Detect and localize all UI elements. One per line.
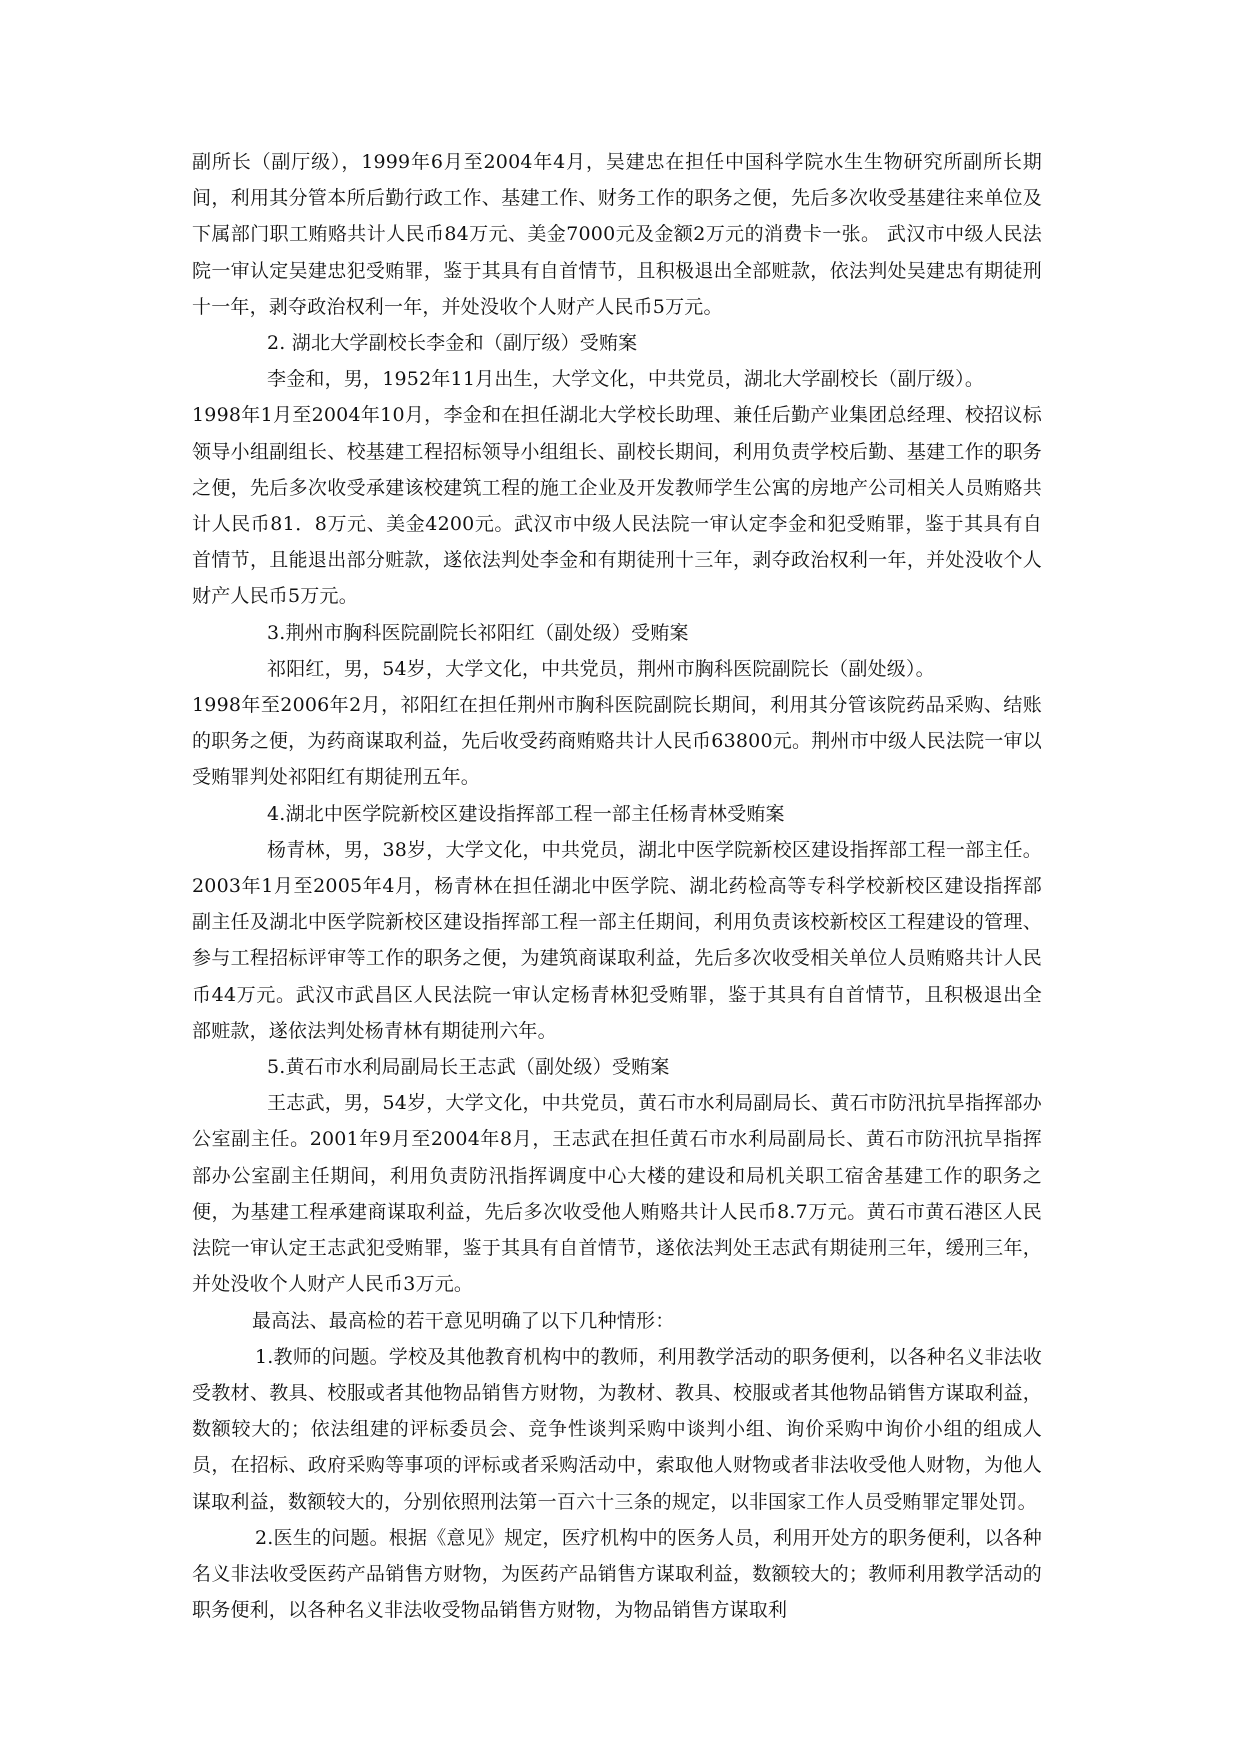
paragraph-opinions-intro: 最高法、最高检的若干意见明确了以下几种情形： (252, 1309, 675, 1332)
paragraph-qi-yanghong-details: 1998年至2006年2月，祁阳红在担任荆州市胸科医院副院长期间，利用其分管该院药品采购、结账的职务之便，为药商谋取利益，先后收受药商贿赂共计人民币63800元。荆州市中级人民法院一审以受贿罪判处祁阳红有期徒刑五年。 (192, 694, 1042, 789)
heading-case-5: 5.黄石市水利局副局长王志武（副处级）受贿案 (267, 1056, 670, 1079)
paragraph-doctor-issue: 2.医生的问题。根据《意见》规定，医疗机构中的医务人员，利用开处方的职务便利，以各种名义非法收受医药产品销售方财物，为医药产品销售方谋取利益，数额较大的；教师利用教学活动的职务便利，以各种名义非法收受物品销售方财物，为物品销售方谋取利 (192, 1526, 1042, 1622)
document-page (192, 144, 1042, 1628)
heading-case-3: 3.荆州市胸科医院副院长祁阳红（副处级）受贿案 (267, 621, 689, 644)
paragraph-wang-zhiwu-case: 王志武，男，54岁，大学文化，中共党员，黄石市水利局副局长、黄石市防汛抗旱指挥部办公室副主任。2001年9月至2004年8月，王志武在担任黄石市水利局副局长、黄石市防汛抗旱指挥部办公室副主任期间，利用负责防汛指挥调度中心大楼的建设和局机关职工宿舍基建工作的职务之便，为基建工程承建商谋取利益，先后多次收受他人贿赂共计人民币8.7万元。黄石市黄石港区人民法院一审认定王志武犯受贿罪，鉴于其具有自首情节，遂依法判处王志武有期徒刑三年，缓刑三年，并处没收个人财产人民币3万元。 (192, 1092, 1042, 1296)
paragraph-qi-yanghong-intro: 祁阳红，男，54岁，大学文化，中共党员，荆州市胸科医院副院长（副处级）。 (267, 657, 935, 680)
paragraph-wu-jianzhong-case-end: 副所长（副厅级），1999年6月至2004年4月，吴建忠在担任中国科学院水生生物研究所副所长期间，利用其分管本所后勤行政工作、基建工作、财务工作的职务之便，先后多次收受基建往来单位及下属部门职工贿赂共计人民币84万元、美金7000元及金额2万元的消费卡一张。 武汉市中级人民法院一审认定吴建忠犯受贿罪，鉴于其具有自首情节，且积极退出全部赃款，依法判处吴建忠有期徒刑十一年，剥夺政治权利一年，并处没收个人财产人民币5万元。 (192, 151, 1042, 318)
heading-case-2: 2. 湖北大学副校长李金和（副厅级）受贿案 (267, 332, 638, 355)
paragraph-li-jinhe-intro: 李金和，男，1952年11月出生，大学文化，中共党员，湖北大学副校长（副厅级）。 (267, 368, 985, 391)
paragraph-li-jinhe-details: 1998年1月至2004年10月，李金和在担任湖北大学校长助理、兼任后勤产业集团总经理、校招议标领导小组副组长、校基建工程招标领导小组组长、副校长期间，利用负责学校后勤、基建工作的职务之便，先后多次收受承建该校建筑工程的施工企业及开发教师学生公寓的房地产公司相关人员贿赂共计人民币81．8万元、美金4200元。武汉市中级人民法院一审认定李金和犯受贿罪，鉴于其具有自首情节，且能退出部分赃款，遂依法判处李金和有期徒刑十三年，剥夺政治权利一年，并处没收个人财产人民币5万元。 (192, 404, 1042, 608)
paragraph-yang-qinglin-case: 杨青林，男，38岁，大学文化，中共党员，湖北中医学院新校区建设指挥部工程一部主任。2003年1月至2005年4月，杨青林在担任湖北中医学院、湖北药检高等专科学校新校区建设指挥部副主任及湖北中医学院新校区建设指挥部工程一部主任期间，利用负责该校新校区工程建设的管理、参与工程招标评审等工作的职务之便，为建筑商谋取利益，先后多次收受相关单位人员贿赂共计人民币44万元。武汉市武昌区人民法院一审认定杨青林犯受贿罪，鉴于其具有自首情节，且积极退出全部赃款，遂依法判处杨青林有期徒刑六年。 (192, 838, 1042, 1042)
paragraph-teacher-issue: 1.教师的问题。学校及其他教育机构中的教师，利用教学活动的职务便利，以各种名义非法收受教材、教具、校服或者其他物品销售方财物，为教材、教具、校服或者其他物品销售方谋取利益，数额较大的；依法组建的评标委员会、竞争性谈判采购中谈判小组、询价采购中询价小组的组成人员，在招标、政府采购等事项的评标或者采购活动中，索取他人财物或者非法收受他人财物，为他人谋取利益，数额较大的，分别依照刑法第一百六十三条的规定，以非国家工作人员受贿罪定罪处罚。 (192, 1345, 1042, 1513)
heading-case-4: 4.湖北中医学院新校区建设指挥部工程一部主任杨青林受贿案 (267, 802, 785, 825)
